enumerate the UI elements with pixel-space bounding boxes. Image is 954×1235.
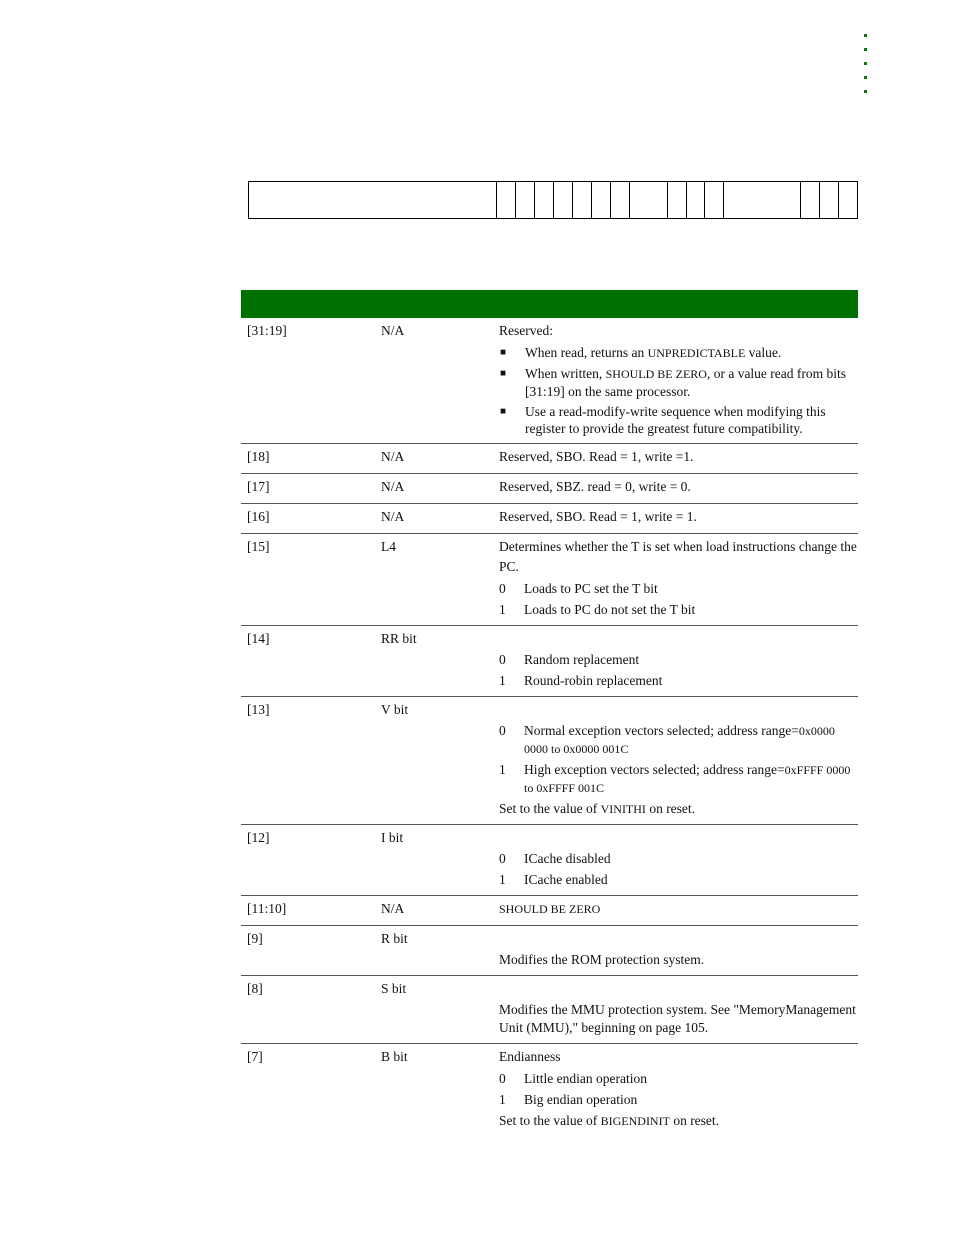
note-pre: Modifies the MMU protection system. See "MemoryManagement Unit (MMU)," beginning on page 105.: [499, 1002, 856, 1035]
option-item: [499, 580, 858, 598]
field-name: N/A: [381, 323, 405, 338]
blank-line: [499, 828, 858, 847]
table-row: [241, 474, 858, 504]
option-value: 1: [499, 673, 506, 688]
bit-field-cell: [704, 182, 723, 218]
bit-range: [15]: [247, 539, 270, 554]
reset-note: [499, 1001, 858, 1037]
bit-field-cell: [667, 182, 686, 218]
table-row: [241, 534, 858, 626]
option-label: High exception vectors selected; address range=: [524, 762, 785, 777]
note-signal: VINITHI: [600, 802, 646, 816]
bullet-text: [525, 403, 858, 437]
field-name: N/A: [381, 901, 405, 916]
note-signal: BIGENDINIT: [600, 1114, 670, 1128]
description-text: Reserved:: [499, 323, 553, 338]
table-row: [241, 444, 858, 474]
bit-field-cell: [591, 182, 610, 218]
option-item: [499, 672, 858, 690]
field-description: [493, 899, 858, 925]
note-pre: Set to the value of: [499, 1113, 601, 1128]
option-item: [499, 601, 858, 619]
square-bullet-icon: ■: [500, 347, 507, 358]
bullet-text: [525, 365, 858, 400]
field-description: [493, 507, 858, 533]
bit-field-cell: [838, 182, 857, 218]
bullet-text-pre: When read, returns an: [525, 345, 648, 360]
option-address: 0xFFFF 0000 to 0xFFFF 001C: [524, 763, 851, 795]
description-text: Reserved, SBO. Read = 1, write =1.: [499, 449, 694, 464]
bit-field-cell: [534, 182, 553, 218]
field-name: RR bit: [381, 631, 417, 646]
note-pre: Set to the value of: [499, 801, 601, 816]
margin-dot: [864, 34, 867, 37]
margin-dot: [864, 90, 867, 93]
note-post: on reset.: [669, 1113, 720, 1128]
option-value: 0: [499, 723, 506, 738]
field-name: V bit: [381, 702, 409, 717]
option-text: [524, 672, 858, 690]
field-name: B bit: [381, 1049, 408, 1064]
bit-range: [8]: [247, 981, 263, 996]
bit-field-cell: [496, 182, 515, 218]
bit-field-cell: [515, 182, 534, 218]
description-text: Endianness: [499, 1049, 561, 1064]
bit-range: [7]: [247, 1049, 263, 1064]
bullet-text-post: value.: [745, 345, 782, 360]
note-pre: Modifies the ROM protection system.: [499, 952, 705, 967]
option-value: 0: [499, 652, 506, 667]
bit-field-diagram: [248, 181, 858, 219]
bit-field-cell: [686, 182, 705, 218]
field-name: N/A: [381, 509, 405, 524]
bit-range: [11:10]: [247, 901, 287, 916]
table-row: [241, 926, 858, 976]
option-address: 0x0000 0000 to 0x0000 001C: [524, 724, 835, 756]
option-item: [499, 651, 858, 669]
option-label: ICache disabled: [524, 851, 611, 866]
table-row: [241, 825, 858, 896]
margin-dot: [864, 62, 867, 65]
field-description: [493, 629, 858, 696]
table-row: [241, 697, 858, 825]
field-description: [493, 1047, 858, 1136]
option-item: [499, 722, 858, 758]
bullet-text-term: SHOULD BE ZERO: [605, 367, 707, 381]
option-value: 0: [499, 851, 506, 866]
table-header-bar: [241, 290, 858, 318]
option-value: 1: [499, 602, 506, 617]
bit-range: [18]: [247, 449, 270, 464]
field-description: [493, 447, 858, 473]
field-description: [493, 979, 858, 1043]
option-label: Little endian operation: [524, 1071, 647, 1086]
bit-field-cell: [629, 182, 667, 218]
bullet-text: [525, 344, 858, 362]
description-text: Determines whether the T is set when load instructions change the PC.: [499, 539, 857, 574]
description-text: Reserved, SBZ. read = 0, write = 0.: [499, 479, 691, 494]
bit-range: [12]: [247, 830, 270, 845]
table-row: [241, 896, 858, 926]
bit-field-cell: [249, 182, 496, 218]
option-value: 0: [499, 581, 506, 596]
table-body: [241, 318, 858, 1136]
option-text: [524, 850, 858, 868]
description-text: SHOULD BE ZERO: [499, 902, 601, 916]
option-item: [499, 871, 858, 889]
blank-line: [499, 979, 858, 998]
table-row: [241, 626, 858, 697]
field-description: [493, 537, 858, 625]
option-label: Loads to PC set the T bit: [524, 581, 658, 596]
blank-line: [499, 929, 858, 948]
bullet-item: [499, 344, 858, 362]
margin-dot: [864, 48, 867, 51]
field-name: I bit: [381, 830, 404, 845]
option-item: [499, 761, 858, 797]
option-item: [499, 1091, 858, 1109]
option-label: ICache enabled: [524, 872, 608, 887]
blank-line: [499, 700, 858, 719]
option-label: Normal exception vectors selected; address range=: [524, 723, 799, 738]
description-text: Reserved, SBO. Read = 1, write = 1.: [499, 509, 697, 524]
bit-field-cell: [553, 182, 572, 218]
option-label: Round-robin replacement: [524, 673, 663, 688]
bit-field-cell: [819, 182, 838, 218]
register-bit-table: [241, 290, 858, 1136]
option-label: Big endian operation: [524, 1092, 638, 1107]
option-item: [499, 1070, 858, 1088]
field-name: R bit: [381, 931, 408, 946]
bit-range: [31:19]: [247, 323, 287, 338]
reset-note: [499, 951, 858, 969]
option-text: [524, 871, 858, 889]
bit-range: [9]: [247, 931, 263, 946]
field-description: [493, 828, 858, 895]
option-label: Random replacement: [524, 652, 640, 667]
bit-field-cell: [800, 182, 819, 218]
field-name: S bit: [381, 981, 407, 996]
bit-field-cell: [610, 182, 629, 218]
table-row: [241, 504, 858, 534]
field-description: [493, 477, 858, 503]
bullet-text-pre: When written,: [525, 366, 606, 381]
field-name: L4: [381, 539, 396, 554]
table-row: [241, 1044, 858, 1136]
field-name: N/A: [381, 479, 405, 494]
square-bullet-icon: ■: [500, 368, 507, 379]
option-text: [524, 580, 858, 598]
table-row: [241, 318, 858, 444]
reset-note: [499, 800, 858, 818]
option-value: 0: [499, 1071, 506, 1086]
bullet-text-post: , or a value read from bits [31:19] on the same processor.: [525, 366, 847, 399]
bit-range: [13]: [247, 702, 270, 717]
bit-range: [14]: [247, 631, 270, 646]
option-text: [524, 601, 858, 619]
blank-line: [499, 629, 858, 648]
option-value: 1: [499, 1092, 506, 1107]
bullet-item: [499, 365, 858, 400]
option-item: [499, 850, 858, 868]
margin-dots: [864, 34, 870, 104]
margin-dot: [864, 76, 867, 79]
option-label: Loads to PC do not set the T bit: [524, 602, 696, 617]
reset-note: [499, 1112, 858, 1130]
option-text: [524, 1091, 858, 1109]
bit-range: [17]: [247, 479, 270, 494]
bit-field-cell: [723, 182, 800, 218]
option-value: 1: [499, 872, 506, 887]
bullet-item: [499, 403, 858, 437]
table-row: [241, 976, 858, 1044]
note-post: on reset.: [645, 801, 696, 816]
option-text: [524, 1070, 858, 1088]
field-description: [493, 321, 858, 443]
bit-field-cell: [572, 182, 591, 218]
option-value: 1: [499, 762, 506, 777]
option-text: [524, 722, 858, 758]
field-name: N/A: [381, 449, 405, 464]
bullet-text-term: UNPREDICTABLE: [647, 346, 746, 360]
bullet-text-pre: Use a read-modify-write sequence when modifying this register to provide the greatest future compatibility.: [525, 404, 826, 436]
option-text: [524, 651, 858, 669]
square-bullet-icon: ■: [500, 406, 507, 417]
field-description: [493, 929, 858, 975]
field-description: [493, 700, 858, 824]
bit-range: [16]: [247, 509, 270, 524]
option-text: [524, 761, 858, 797]
